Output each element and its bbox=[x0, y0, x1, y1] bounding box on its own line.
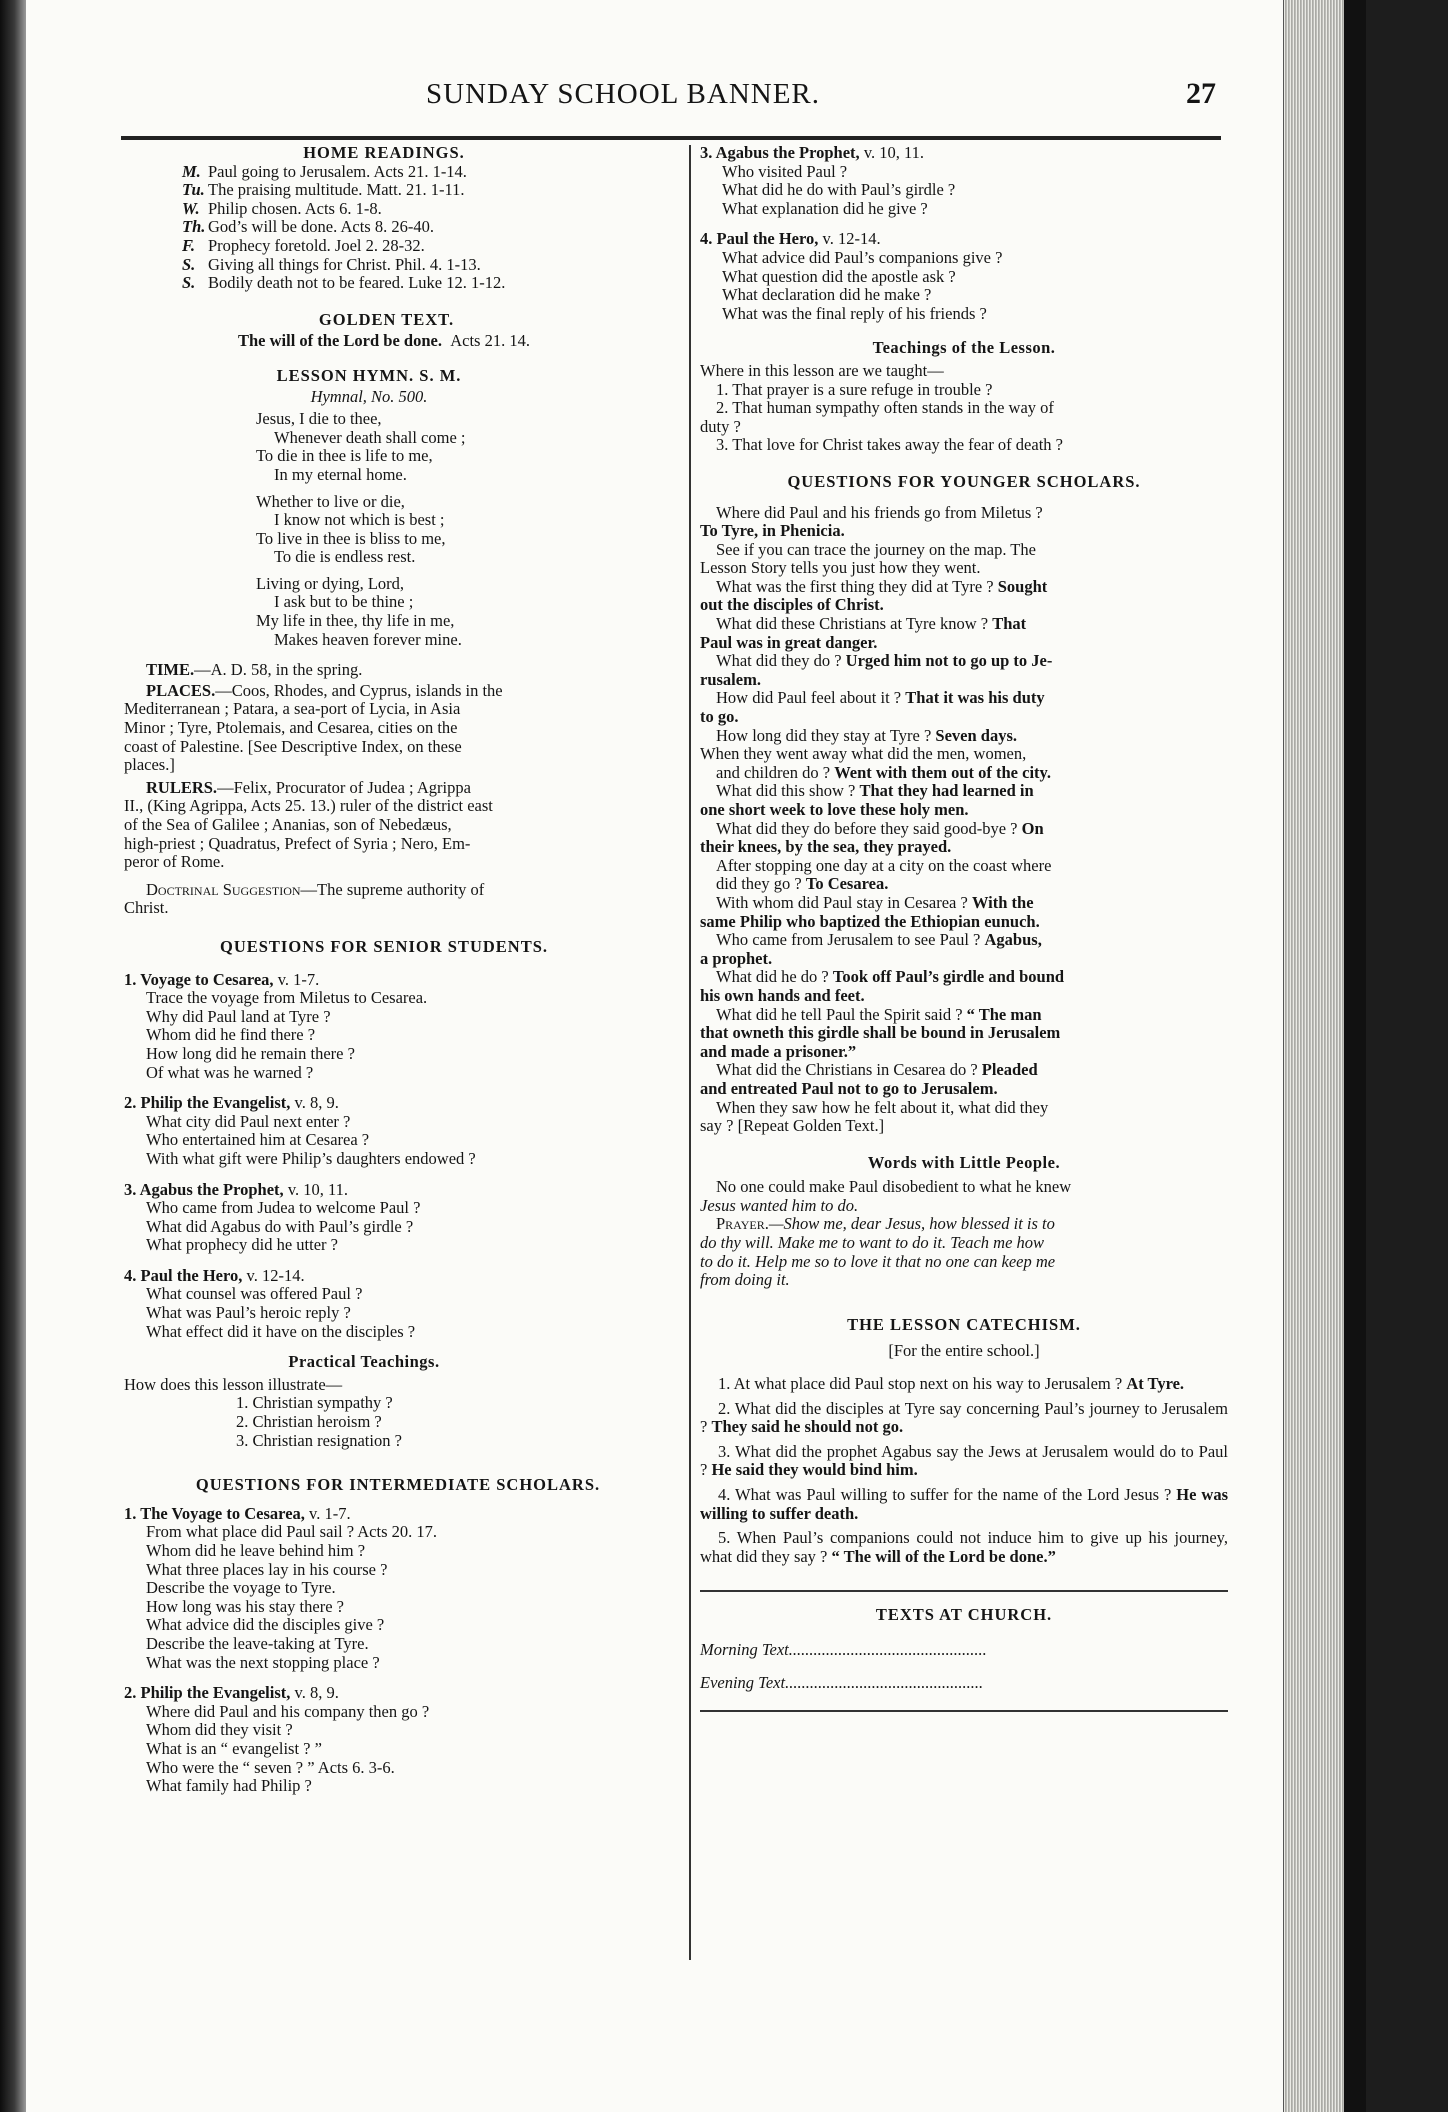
question: With what gift were Philip’s daughters endowed ? bbox=[146, 1148, 476, 1168]
younger-line bbox=[700, 504, 1228, 523]
younger-line bbox=[700, 801, 1228, 820]
reading-day: F. bbox=[182, 235, 196, 255]
younger-answer: Took off Paul’s girdle and bound bbox=[832, 967, 1065, 987]
church-heading: TEXTS AT CHURCH. bbox=[875, 1605, 1053, 1625]
younger-question: See if you can trace the journey on the map. The bbox=[716, 539, 1036, 559]
younger-line bbox=[700, 671, 1228, 690]
practical-list bbox=[124, 1394, 684, 1450]
younger-answer: “ The man bbox=[966, 1004, 1042, 1024]
group-ref: v. 1-7. bbox=[304, 1503, 351, 1523]
group-ref: v. 10, 11. bbox=[283, 1179, 349, 1199]
younger-line bbox=[700, 1024, 1228, 1043]
catechism-question: 1. At what place did Paul stop next on his way to Jerusalem ? bbox=[718, 1374, 1123, 1394]
younger-answer: and made a prisoner.” bbox=[700, 1041, 857, 1061]
doctrinal-line: Christ. bbox=[124, 898, 169, 918]
question: What did he do with Paul’s girdle ? bbox=[722, 180, 956, 200]
younger-question: Where did Paul and his friends go from Miletus ? bbox=[716, 502, 1043, 522]
question-group bbox=[124, 1181, 684, 1255]
rulers-line: II., (King Agrippa, Acts 25. 13.) ruler of the district east bbox=[124, 796, 493, 816]
hymn-line: Jesus, I die to thee, bbox=[256, 409, 382, 429]
younger-line bbox=[700, 708, 1228, 727]
hymn-line: To live in thee is bliss to me, bbox=[256, 528, 446, 548]
rulers-line: high-priest ; Quadratus, Prefect of Syria ; Nero, Em- bbox=[124, 833, 471, 853]
younger-answer: Pleaded bbox=[981, 1060, 1038, 1080]
question: What is an “ evangelist ? ” bbox=[146, 1738, 322, 1758]
younger-question: What was the first thing they did at Tyre ? bbox=[716, 576, 998, 596]
younger-answer: That bbox=[992, 614, 1027, 634]
question: Where did Paul and his company then go ? bbox=[146, 1701, 430, 1721]
home-readings-heading: HOME READINGS. bbox=[303, 143, 465, 162]
younger-answer: one short week to love these holy men. bbox=[700, 800, 969, 819]
group-ref: v. 1-7. bbox=[273, 969, 320, 989]
question-group bbox=[700, 230, 1228, 323]
question-group bbox=[700, 144, 1228, 218]
younger-line bbox=[700, 950, 1228, 969]
younger-answer: and entreated Paul not to go to Jerusalem. bbox=[700, 1078, 998, 1098]
question-group-title bbox=[700, 144, 1228, 163]
hymn-text bbox=[124, 410, 684, 649]
question: Who were the “ seven ? ” Acts 6. 3-6. bbox=[146, 1757, 395, 1777]
catechism-answer: He was willing to suffer death. bbox=[700, 1485, 1229, 1523]
hymn-line: I know not which is best ; bbox=[274, 510, 445, 530]
hymn-line: To die in thee is life to me, bbox=[256, 446, 433, 466]
time-text: —A. D. 58, in the spring. bbox=[194, 660, 363, 680]
golden-text-heading: GOLDEN TEXT. bbox=[318, 309, 455, 329]
younger-answer: Urged him not to go up to Je- bbox=[845, 651, 1053, 671]
younger-answer: To Tyre, in Phenicia. bbox=[700, 521, 845, 541]
younger-answer: On bbox=[1021, 818, 1044, 838]
teachings-list bbox=[700, 381, 1228, 455]
page-number: 27 bbox=[1186, 77, 1216, 110]
question: What advice did Paul’s companions give ? bbox=[722, 247, 1003, 267]
morning-dots: ................................................ bbox=[788, 1639, 987, 1659]
places-line: Minor ; Tyre, Ptolemais, and Cesarea, cities on the bbox=[124, 718, 458, 738]
doctrinal-label: Doctrinal Suggestion bbox=[146, 879, 301, 899]
hymn-line: Makes heaven forever mine. bbox=[274, 629, 462, 649]
younger-question: What did these Christians at Tyre know ? bbox=[716, 614, 993, 634]
page-header bbox=[26, 78, 1286, 118]
younger-line bbox=[700, 596, 1228, 615]
younger-question: With whom did Paul stay in Cesarea ? bbox=[716, 892, 972, 912]
question: Who came from Judea to welcome Paul ? bbox=[146, 1198, 421, 1218]
younger-question: did they go ? bbox=[716, 874, 806, 894]
younger-line bbox=[700, 838, 1228, 857]
reading-text: Bodily death not to be feared. Luke 12. 1-12. bbox=[208, 273, 506, 293]
rulers-line: of the Sea of Galilee ; Ananias, son of Nebedæus, bbox=[124, 815, 452, 834]
question-group-title bbox=[124, 1094, 684, 1113]
question-group bbox=[124, 1505, 684, 1672]
younger-line bbox=[700, 764, 1228, 783]
question-group bbox=[124, 971, 684, 1083]
group-title: 4. Paul the Hero, bbox=[700, 229, 819, 249]
younger-line bbox=[700, 820, 1228, 839]
younger-line bbox=[700, 578, 1228, 597]
reading-text: Paul going to Jerusalem. Acts 21. 1-14. bbox=[208, 161, 467, 181]
question: Why did Paul land at Tyre ? bbox=[146, 1006, 331, 1026]
younger-answer: out the disciples of Christ. bbox=[700, 595, 884, 615]
younger-line bbox=[700, 689, 1228, 708]
book-page bbox=[26, 0, 1366, 2112]
catechism-sub: [For the entire school.] bbox=[888, 1341, 1040, 1361]
hymn-line: Living or dying, Lord, bbox=[256, 573, 405, 593]
younger-question: How long did they stay at Tyre ? bbox=[716, 725, 936, 745]
catechism-question: 4. What was Paul willing to suffer for the name of the Lord Jesus ? bbox=[718, 1485, 1172, 1504]
question: What city did Paul next enter ? bbox=[146, 1111, 351, 1131]
group-ref: v. 12-14. bbox=[818, 229, 881, 249]
reading-item bbox=[182, 181, 684, 200]
younger-line bbox=[700, 541, 1228, 560]
younger-line bbox=[700, 652, 1228, 671]
reading-day: Tu. bbox=[182, 180, 205, 200]
reading-item bbox=[182, 237, 684, 256]
catechism-list bbox=[700, 1375, 1228, 1566]
question: What was the final reply of his friends ? bbox=[722, 303, 987, 323]
prayer-label: Prayer. bbox=[716, 1214, 769, 1234]
younger-heading: QUESTIONS FOR YOUNGER SCHOLARS. bbox=[787, 471, 1141, 491]
younger-answer: that owneth this girdle shall be bound in Jerusalem bbox=[700, 1023, 1061, 1043]
question: What advice did the disciples give ? bbox=[146, 1615, 385, 1635]
places-line: —Coos, Rhodes, and Cyprus, islands in the bbox=[215, 680, 503, 700]
reading-text: Giving all things for Christ. Phil. 4. 1-13. bbox=[208, 254, 481, 274]
younger-line bbox=[700, 1006, 1228, 1025]
question: Whom did they visit ? bbox=[146, 1720, 293, 1740]
question-group-title bbox=[124, 971, 684, 990]
senior-questions bbox=[124, 971, 684, 1342]
practical-item: 3. Christian resignation ? bbox=[236, 1430, 402, 1450]
younger-question: What did this show ? bbox=[716, 781, 860, 801]
younger-line bbox=[700, 1043, 1228, 1062]
question: What three places lay in his course ? bbox=[146, 1559, 388, 1579]
left-column bbox=[124, 144, 684, 1808]
hymn-line: Whenever death shall come ; bbox=[274, 427, 466, 447]
reading-item bbox=[182, 256, 684, 275]
hymn-line: To die is endless rest. bbox=[274, 547, 416, 567]
reading-text: Philip chosen. Acts 6. 1-8. bbox=[208, 198, 382, 218]
rulers-label: RULERS. bbox=[146, 777, 218, 797]
question: Trace the voyage from Miletus to Cesarea. bbox=[146, 988, 428, 1008]
younger-answer: That they had learned in bbox=[859, 781, 1034, 801]
question: What did Agabus do with Paul’s girdle ? bbox=[146, 1216, 414, 1236]
column-divider bbox=[689, 145, 691, 1960]
younger-line bbox=[700, 522, 1228, 541]
question: What family had Philip ? bbox=[146, 1776, 312, 1796]
church-rule-top bbox=[700, 1590, 1228, 1592]
younger-answer: With the bbox=[971, 892, 1034, 912]
reading-item bbox=[182, 274, 684, 293]
catechism-question: 3. What did the prophet Agabus say the Jews at Jerusalem would do to Paul ? bbox=[700, 1441, 1228, 1480]
places-line: places.] bbox=[124, 755, 175, 775]
question: What was the next stopping place ? bbox=[146, 1652, 380, 1672]
question: Describe the leave-taking at Tyre. bbox=[146, 1633, 369, 1653]
younger-question: How did Paul feel about it ? bbox=[716, 688, 906, 708]
group-title: 1. The Voyage to Cesarea, bbox=[124, 1503, 305, 1523]
younger-question: Lesson Story tells you just how they went. bbox=[700, 558, 981, 578]
younger-answer: To Cesarea. bbox=[805, 874, 889, 894]
reading-item bbox=[182, 200, 684, 219]
younger-answer: Seven days. bbox=[935, 725, 1018, 745]
teachings-intro: Where in this lesson are we taught— bbox=[700, 360, 944, 380]
catechism-item bbox=[700, 1375, 1228, 1394]
prayer-line: to do it. Help me so to love it that no one can keep me bbox=[700, 1251, 1056, 1271]
little-people-line: No one could make Paul disobedient to what he knew bbox=[716, 1177, 1072, 1197]
younger-line bbox=[700, 913, 1228, 932]
question: How long did he remain there ? bbox=[146, 1043, 355, 1063]
question: What prophecy did he utter ? bbox=[146, 1235, 338, 1255]
question: How long was his stay there ? bbox=[146, 1596, 344, 1616]
little-people-line: Jesus wanted him to do. bbox=[700, 1195, 859, 1215]
teaching-line: duty ? bbox=[700, 416, 741, 436]
teaching-line: 3. That love for Christ takes away the fear of death ? bbox=[716, 435, 1063, 455]
prayer-line: —Show me, dear Jesus, how blessed it is to bbox=[768, 1214, 1055, 1234]
younger-question: What did the Christians in Cesarea do ? bbox=[716, 1060, 982, 1080]
catechism-answer: At Tyre. bbox=[1126, 1374, 1185, 1394]
reading-item bbox=[182, 163, 684, 182]
teaching-line: 2. That human sympathy often stands in the way of bbox=[716, 398, 1054, 418]
hymn-stanza bbox=[256, 410, 684, 484]
senior-heading: QUESTIONS FOR SENIOR STUDENTS. bbox=[220, 936, 548, 956]
younger-line bbox=[700, 894, 1228, 913]
intermediate-heading: QUESTIONS FOR INTERMEDIATE SCHOLARS. bbox=[195, 1475, 601, 1495]
younger-question: Who came from Jerusalem to see Paul ? bbox=[716, 930, 985, 950]
younger-question: What did they do ? bbox=[716, 651, 846, 671]
evening-dots: ................................................ bbox=[785, 1672, 984, 1692]
golden-text-ref: Acts 21. 14. bbox=[450, 331, 530, 351]
question: What was Paul’s heroic reply ? bbox=[146, 1303, 351, 1323]
question: Whom did he find there ? bbox=[146, 1025, 316, 1045]
places-line: Mediterranean ; Patara, a sea-port of Lycia, in Asia bbox=[124, 699, 461, 719]
church-rule-bottom bbox=[700, 1710, 1228, 1712]
younger-question: After stopping one day at a city on the coast where bbox=[716, 855, 1052, 875]
intermediate-questions-continued bbox=[700, 144, 1228, 323]
younger-answer: a prophet. bbox=[700, 948, 773, 968]
question-group-title bbox=[124, 1505, 684, 1524]
catechism-item bbox=[700, 1400, 1228, 1437]
group-ref: v. 8, 9. bbox=[290, 1683, 339, 1703]
rulers-line: —Felix, Procurator of Judea ; Agrippa bbox=[217, 777, 471, 797]
catechism-item bbox=[700, 1443, 1228, 1480]
younger-line bbox=[700, 1117, 1228, 1136]
group-title: 1. Voyage to Cesarea, bbox=[124, 969, 274, 989]
catechism-question: 2. What did the disciples at Tyre say concerning Paul’s journey to Jerusalem ? bbox=[700, 1398, 1228, 1437]
reading-day: S. bbox=[182, 254, 196, 274]
group-title: 4. Paul the Hero, bbox=[124, 1265, 243, 1285]
younger-line bbox=[700, 745, 1228, 764]
question: Of what was he warned ? bbox=[146, 1062, 314, 1082]
younger-answer: Went with them out of the city. bbox=[834, 762, 1051, 782]
catechism-question: 5. When Paul’s companions could not induce him to give up his journey, what did they say ? bbox=[700, 1528, 1228, 1566]
younger-line bbox=[700, 931, 1228, 950]
time-note bbox=[124, 661, 684, 680]
question: What question did the apostle ask ? bbox=[722, 266, 956, 286]
running-title: SUNDAY SCHOOL BANNER. bbox=[426, 78, 821, 110]
younger-answer: Paul was in great danger. bbox=[700, 632, 878, 652]
places-label: PLACES. bbox=[146, 680, 216, 700]
catechism-item bbox=[700, 1486, 1228, 1523]
rulers-line: peror of Rome. bbox=[124, 852, 225, 872]
younger-answer: their knees, by the sea, they prayed. bbox=[700, 837, 952, 857]
younger-line bbox=[700, 559, 1228, 578]
little-people-heading: Words with Little People. bbox=[867, 1152, 1061, 1172]
hymn-line: I ask but to be thine ; bbox=[274, 592, 414, 612]
younger-line bbox=[700, 634, 1228, 653]
rulers-note bbox=[124, 779, 684, 872]
younger-question: When they went away what did the men, women, bbox=[700, 744, 1027, 764]
morning-text-line bbox=[700, 1641, 1228, 1660]
group-ref: v. 12-14. bbox=[242, 1265, 305, 1285]
question-group-title bbox=[124, 1181, 684, 1200]
question: What explanation did he give ? bbox=[722, 198, 928, 218]
evening-text-line bbox=[700, 1674, 1228, 1693]
younger-line bbox=[700, 875, 1228, 894]
hymn-source: Hymnal, No. 500. bbox=[310, 386, 428, 406]
page-edge-shadow bbox=[1344, 0, 1366, 2112]
question-group bbox=[124, 1267, 684, 1341]
reading-day: S. bbox=[182, 273, 196, 293]
hymn-line: In my eternal home. bbox=[274, 464, 407, 484]
younger-line bbox=[700, 782, 1228, 801]
prayer-line: do thy will. Make me to want to do it. Teach me how bbox=[700, 1233, 1045, 1253]
question: From what place did Paul sail ? Acts 20. 17. bbox=[146, 1522, 437, 1542]
intermediate-questions bbox=[124, 1505, 684, 1796]
catechism-answer: They said he should not go. bbox=[711, 1417, 904, 1437]
reading-day: W. bbox=[182, 198, 200, 218]
group-title: 2. Philip the Evangelist, bbox=[124, 1093, 291, 1113]
doctrinal-note bbox=[124, 881, 684, 918]
question-group-title bbox=[124, 1267, 684, 1286]
reading-text: Prophecy foretold. Joel 2. 28-32. bbox=[208, 235, 425, 255]
question-group-title bbox=[124, 1684, 684, 1703]
practical-heading: Practical Teachings. bbox=[288, 1352, 440, 1372]
younger-line bbox=[700, 1099, 1228, 1118]
group-title: 3. Agabus the Prophet, bbox=[700, 143, 860, 162]
younger-question: What did he do ? bbox=[716, 967, 833, 987]
younger-answer: same Philip who baptized the Ethiopian eunuch. bbox=[700, 911, 1040, 931]
reading-text: The praising multitude. Matt. 21. 1-11. bbox=[208, 180, 465, 200]
question-group bbox=[124, 1684, 684, 1796]
hymn-stanza bbox=[256, 575, 684, 649]
younger-line bbox=[700, 968, 1228, 987]
book-binding bbox=[0, 0, 26, 2112]
doctrinal-line: —The supreme authority of bbox=[300, 879, 485, 899]
reading-day: Th. bbox=[182, 217, 206, 237]
golden-text bbox=[84, 332, 684, 351]
younger-line bbox=[700, 615, 1228, 634]
question: Describe the voyage to Tyre. bbox=[146, 1578, 336, 1598]
header-rule bbox=[121, 136, 1221, 140]
evening-text-label: Evening Text bbox=[700, 1672, 786, 1692]
teaching-line: 1. That prayer is a sure refuge in trouble ? bbox=[716, 379, 993, 399]
prayer-line: from doing it. bbox=[700, 1270, 790, 1290]
catechism-heading: THE LESSON CATECHISM. bbox=[847, 1314, 1081, 1334]
younger-question: What did he tell Paul the Spirit said ? bbox=[716, 1004, 967, 1024]
time-label: TIME. bbox=[146, 660, 195, 680]
hymn-line: My life in thee, thy life in me, bbox=[256, 611, 455, 631]
younger-questions bbox=[700, 504, 1228, 1136]
younger-question: say ? [Repeat Golden Text.] bbox=[700, 1116, 885, 1136]
places-note bbox=[124, 682, 684, 775]
younger-question: When they saw how he felt about it, what did they bbox=[716, 1097, 1049, 1117]
younger-answer: Agabus, bbox=[984, 930, 1042, 950]
golden-text-quote: The will of the Lord be done. bbox=[238, 331, 442, 351]
question: What declaration did he make ? bbox=[722, 285, 932, 305]
practical-item: 1. Christian sympathy ? bbox=[236, 1393, 393, 1413]
question: Who entertained him at Cesarea ? bbox=[146, 1130, 370, 1150]
younger-answer: his own hands and feet. bbox=[700, 985, 865, 1005]
places-line: coast of Palestine. [See Descriptive Index, on these bbox=[124, 736, 462, 756]
group-title: 2. Philip the Evangelist, bbox=[124, 1683, 291, 1703]
group-ref: v. 10, 11. bbox=[859, 143, 925, 162]
hymn-line: Whether to live or die, bbox=[256, 491, 405, 511]
catechism-answer: He said they would bind him. bbox=[711, 1460, 918, 1480]
younger-line bbox=[700, 727, 1228, 746]
group-title: 3. Agabus the Prophet, bbox=[124, 1179, 284, 1199]
teachings-heading: Teachings of the Lesson. bbox=[872, 338, 1056, 358]
question: Who visited Paul ? bbox=[722, 161, 848, 181]
younger-answer: That it was his duty bbox=[905, 688, 1045, 708]
question: What effect did it have on the disciples ? bbox=[146, 1321, 416, 1341]
younger-question: What did they do before they said good-bye ? bbox=[716, 818, 1022, 838]
hymn-stanza bbox=[256, 493, 684, 567]
younger-answer: rusalem. bbox=[700, 669, 761, 689]
younger-line bbox=[700, 1061, 1228, 1080]
younger-line bbox=[700, 1080, 1228, 1099]
right-column bbox=[700, 144, 1228, 1726]
younger-line bbox=[700, 857, 1228, 876]
home-readings-list bbox=[124, 163, 684, 293]
question: Whom did he leave behind him ? bbox=[146, 1541, 366, 1560]
question-group bbox=[124, 1094, 684, 1168]
lesson-hymn-heading: LESSON HYMN. S. M. bbox=[276, 365, 462, 385]
younger-line bbox=[700, 987, 1228, 1006]
younger-question: and children do ? bbox=[716, 762, 835, 782]
younger-answer: Sought bbox=[997, 576, 1048, 596]
question-group-title bbox=[700, 230, 1228, 249]
catechism-item bbox=[700, 1529, 1228, 1566]
practical-item: 2. Christian heroism ? bbox=[236, 1412, 382, 1432]
question: What counsel was offered Paul ? bbox=[146, 1284, 363, 1304]
little-people-text bbox=[700, 1178, 1228, 1290]
younger-answer: to go. bbox=[700, 707, 739, 727]
practical-intro: How does this lesson illustrate— bbox=[124, 1374, 343, 1394]
reading-text: God’s will be done. Acts 8. 26-40. bbox=[208, 217, 434, 237]
reading-item bbox=[182, 218, 684, 237]
catechism-answer: “ The will of the Lord be done.” bbox=[831, 1546, 1056, 1566]
reading-day: M. bbox=[182, 161, 201, 181]
morning-text-label: Morning Text bbox=[700, 1639, 789, 1659]
group-ref: v. 8, 9. bbox=[290, 1093, 339, 1113]
